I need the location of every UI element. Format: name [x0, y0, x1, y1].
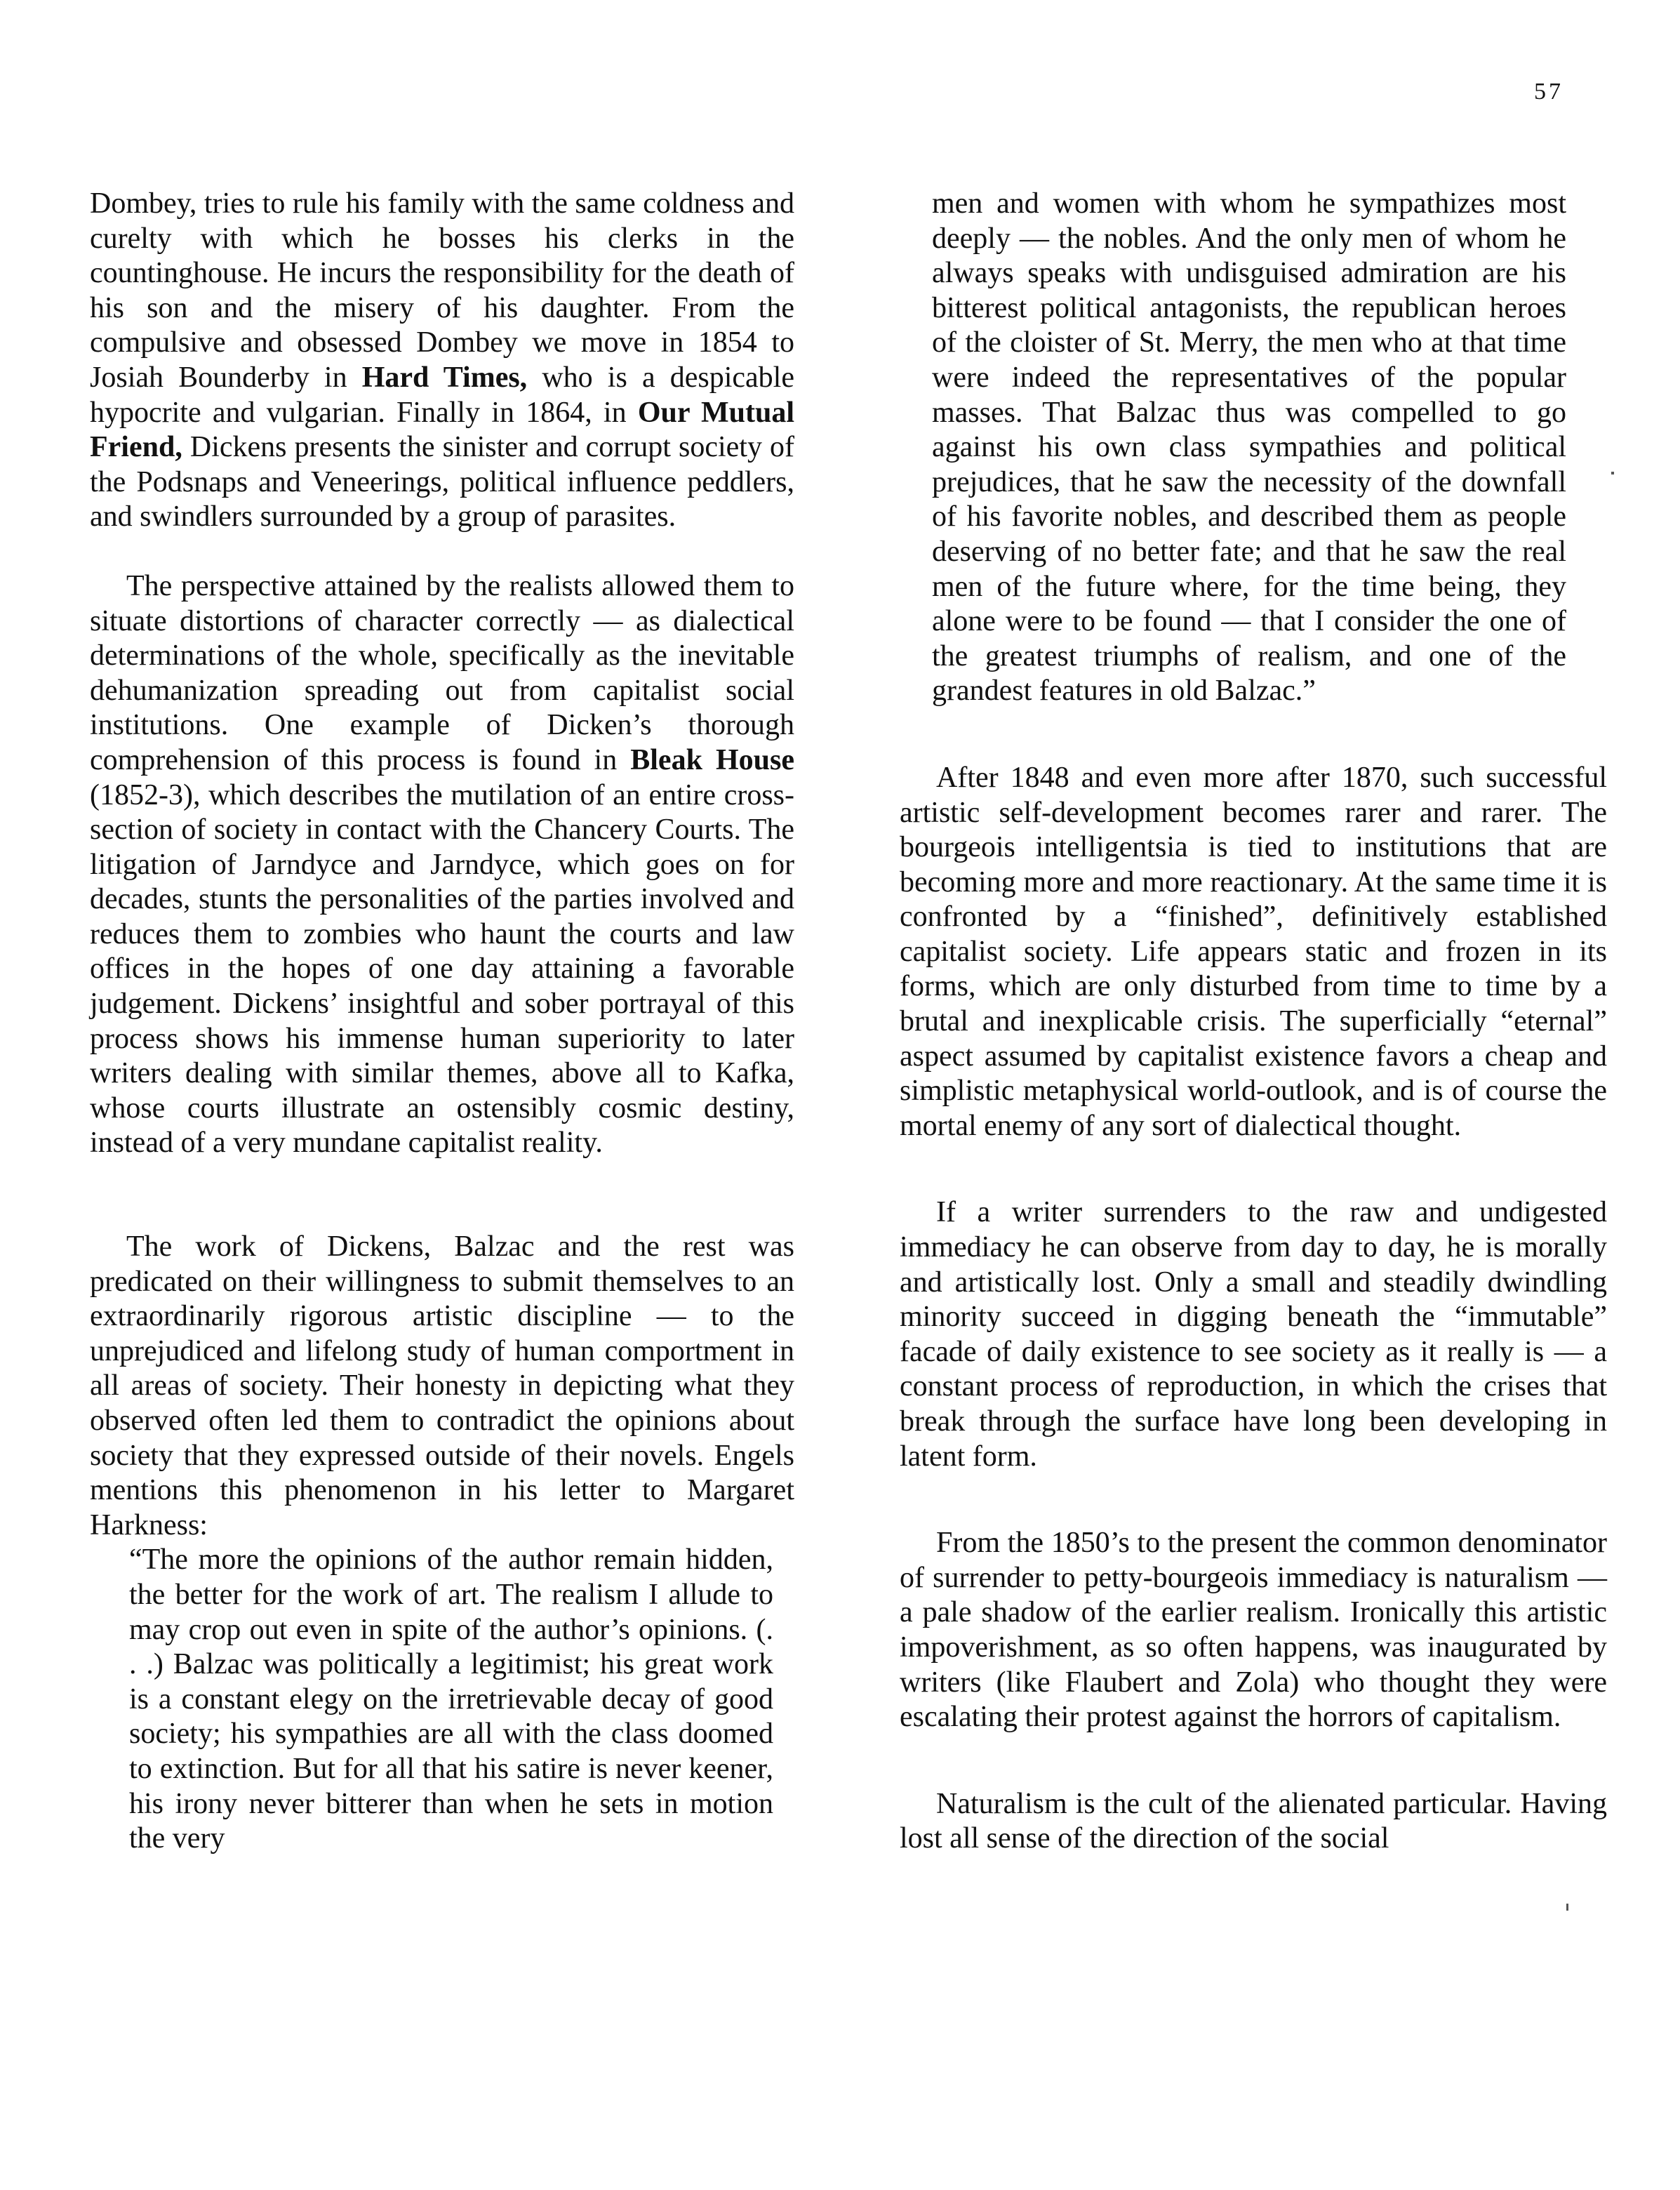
book-title-our-mutual-friend: Our Mutual Friend,: [90, 396, 794, 464]
page-number: 57: [1534, 79, 1564, 105]
scan-artifact-mark: [1611, 472, 1614, 474]
book-title-hard-times: Hard Times,: [361, 361, 528, 394]
engels-quote-continued: men and women with whom he sympathizes most deeply — the nobles. And the only men of whom he always speaks with undisguised admiration are his bitterest political antagonists, the republican heroes of the cloister of St. Merry, the men who at that time were indeed the representatives of the popular masses. That Balzac thus was compelled to go against his own class sympathies and political prejudices, that he saw the necessity of the downfall of his favorite nobles, and described them as people deserving of no better fate; and that he saw the real men of the future where, for the time being, they alone were to be found — that I consider the one of the greatest triumphs of realism, and one of the grandest features in old Balzac.”: [932, 187, 1566, 708]
book-title-bleak-house: Bleak House: [630, 743, 794, 776]
right-column: [900, 187, 1607, 1857]
paragraph-work-of-dickens: The work of Dickens, Balzac and the rest was predicated on their willingness to submit themselves to an extraordinarily rigorous artistic discipline — to the unprejudiced and lifelong study of human comportment in all areas of society. Their honesty in depicting what they observed often led them to contradict the opinions about society that they expressed outside of their novels. Engels mentions this phenomenon in his letter to Margaret Harkness:: [90, 1230, 794, 1541]
left-column: [90, 187, 794, 1857]
engels-quote: “The more the opinions of the author remain hidden, the better for the work of art. The realism I allude to may crop out even in spite of the author’s opinions. (. . .) Balzac was politically a legitimist; his great work is a constant elegy on the irretrievable decay of good society; his sympathies are all with the class doomed to extinction. But for all that his satire is never keener, his irony never bitterer than when he sets in motion the very: [129, 1544, 773, 1855]
text-run: Dickens presents the sinister and corrupt society of the Podsnaps and Veneerings, political influence peddlers, and swindlers surrounded by a group of parasites.: [90, 431, 794, 533]
paragraph-writer-surrenders: If a writer surrenders to the raw and undigested immediacy he can observe from day to day, he is morally and artistically lost. Only a small and steadily dwindling minority succeed in digging beneath the “immutable” facade of daily existence to see society as it really is — a constant process of reproduction, in which the crises that break through the surface have long been developing in latent form.: [900, 1196, 1607, 1473]
text-run: (1852-3), which describes the mutilation of an entire cross-section of society in contact with the Chancery Courts. The litigation of Jarndyce and Jarndyce, which goes on for decades, stunts the personalities of the parties involved and reduces them to zombies who haunt the courts and law offices in the hopes of one day attaining a favorable judgement. Dickens’ insightful and sober portrayal of this process shows his immense human superiority to later writers dealing with similar themes, above all to Kafka, whose courts illustrate an ostensibly cosmic destiny, instead of a very mundane capitalist reality.: [90, 778, 794, 1160]
paragraph-naturalism-shadow: From the 1850’s to the present the common denominator of surrender to petty-bourgeois immediacy is naturalism — a pale shadow of the earlier realism. Ironically this artistic impoverishment, as so often happens, was inaugurated by writers (like Flaubert and Zola) who thought they were escalating their protest against the horrors of capitalism.: [900, 1527, 1607, 1734]
scan-artifact-mark: [1566, 1904, 1568, 1911]
text-run: The perspective attained by the realists allowed them to situate distortions of character correctly — as dialectical determinations of the whole, specifically as the inevitable dehumanization spreading out from capitalist social institutions. One example of Dicken’s thorough comprehension of this process is found in: [90, 569, 794, 776]
text-run: Dombey, tries to rule his family with the same coldness and curelty with which he bosses his clerks in the countinghouse. He incurs the responsibility for the death of his son and the misery of his daughter. From the compulsive and obsessed Dombey we move in 1854 to Josiah Bounderby in: [90, 187, 794, 394]
text-run: who is a despicable hypocrite and vulgarian. Finally in 1864, in: [90, 361, 794, 429]
paragraph-after-1848: After 1848 and even more after 1870, such successful artistic self-development becomes rarer and rarer. The bourgeois intelligentsia is tied to institutions that are becoming more and more reactionary. At the same time it is confronted by a “finished”, definitively established capitalist society. Life appears static and frozen in its forms, which are only disturbed from time to time by a brutal and inexplicable crisis. The superficially “eternal” aspect assumed by capitalist existence favors a cheap and simplistic metaphysical world-outlook, and is of course the mortal enemy of any sort of dialectical thought.: [900, 761, 1607, 1142]
paragraph-dombey: [90, 187, 794, 535]
paragraph-perspective: [90, 569, 794, 1161]
paragraph-naturalism-cult: Naturalism is the cult of the alienated particular. Having lost all sense of the direction of the social: [900, 1787, 1607, 1855]
